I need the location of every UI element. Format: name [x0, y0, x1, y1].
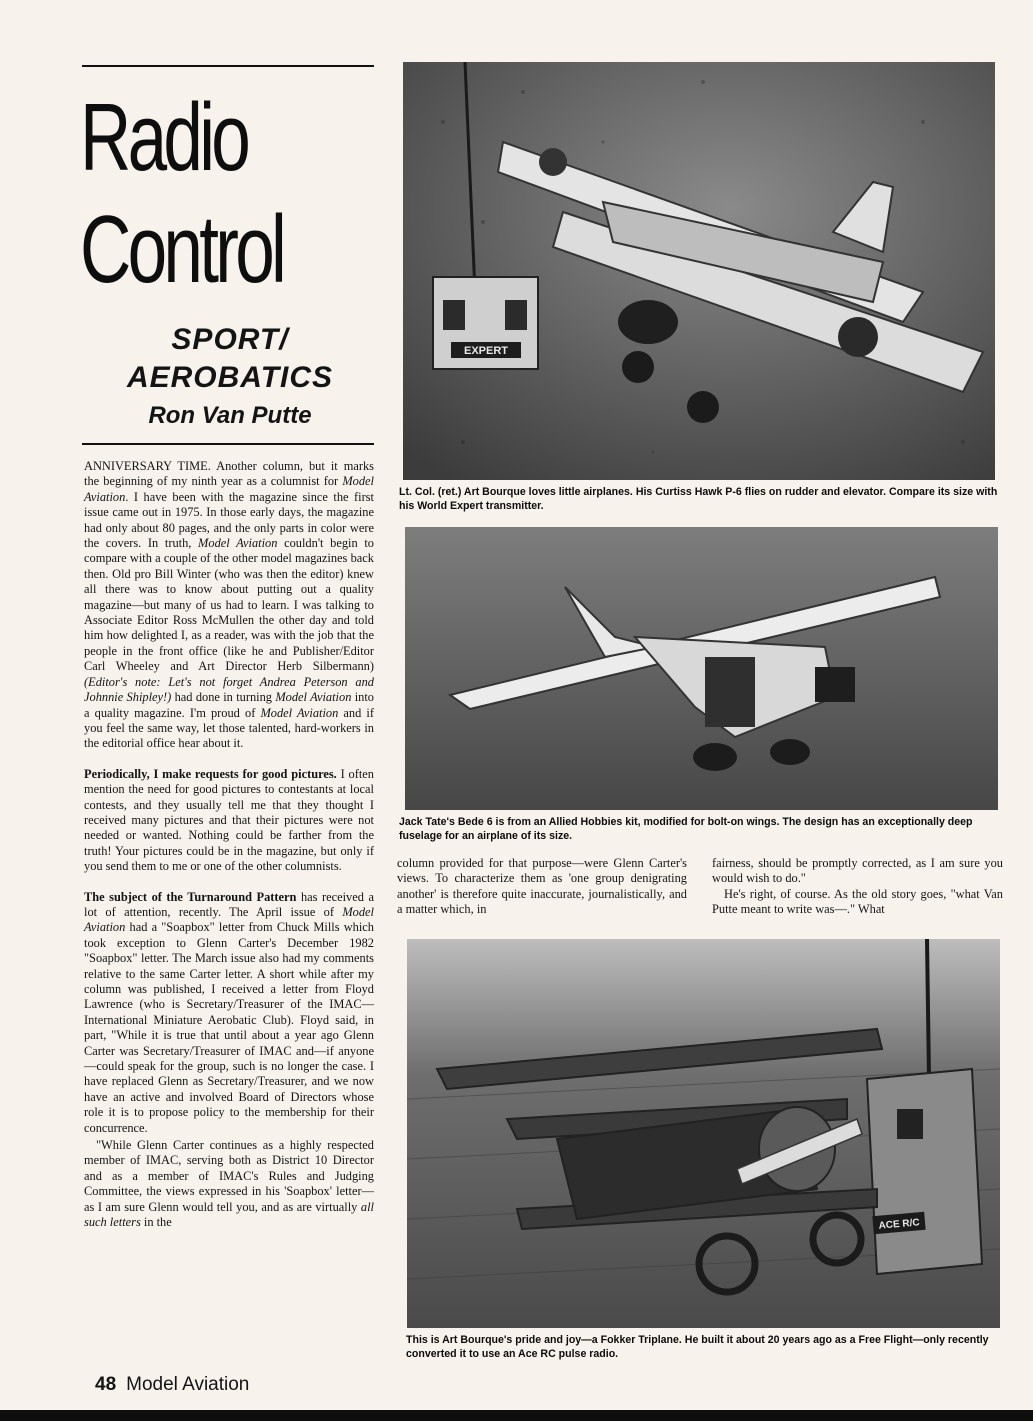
transmitter-ace-label: ACE R/C	[878, 1217, 921, 1232]
article-column-left	[84, 459, 374, 1231]
magazine-name: Model Aviation	[126, 1374, 250, 1395]
byline-rule	[82, 443, 374, 445]
paragraph-anniversary: ANNIVERSARY TIME. Another column, but it marks the beginning of my ninth year as a columnist for Model Aviation. I have been with the magazine since the first issue came out in 1975. In those early days, the magazine had only about 80 pages, and the only parts in color were the covers. In truth, Model Aviation couldn't begin to compare with a couple of the other model magazines back then. Old pro Bill Winter (who was then the editor) knew all there was to know about putting out a quality magazine—but many of us had to learn. I was talking to Associate Editor Ross McMullen the other day and told him how delighted I, as a reader, was with the job that the people in the front office (like he and Publisher/Editor Carl Wheeley and Art Director Herb Silbermann) (Editor's note: Let's not forget Andrea Peterson and Johnnie Shipley!) had done in turning Model Aviation into a quality magazine. I'm proud of Model Aviation and if you feel the same way, let those talented, hard-workers in the editorial office hear about it.	[84, 459, 374, 751]
subtitle-aerobatics: AEROBATICS	[126, 361, 334, 394]
paragraph-van-putte: He's right, of course. As the old story goes, "what Van Putte meant to write was—." What	[712, 886, 1003, 917]
paragraph-turnaround: The subject of the Turnaround Pattern has received a lot of attention, recently. The April issue of Model Aviation had a "Soapbox" letter from Chuck Mills which took exception to Glenn Carter's December 1982 "Soapbox" letter. The March issue also had my comments relative to the same Carter letter. A short while after my column was published, I received a letter from Floyd Lawrence (who is Secretary/Treasurer of the IMAC—International Miniature Aerobatic Club). Floyd said, in part, "While it is true that until about a year ago Glenn Carter was Secretary/Treasurer of IMAC and—if anyone—could speak for the group, such is no longer the case. I have replaced Glenn as Secretary/Treasurer, and we now have an active and involved Board of Directors whose role it is to propose policy to the membership for their concurrence.	[84, 889, 374, 1135]
top-rule	[82, 65, 374, 67]
byline: Ron Van Putte	[148, 402, 312, 429]
paragraph-pictures: Periodically, I make requests for good pictures. I often mention the need for good pictures to contestants at local contests, and they usually tell me that they thought I received many pictures and that their pictures were not needed or wanted. Nothing could be farther from the truth! Your pictures could be in the magazine, but only if you send them to me or one of the other columnists.	[84, 766, 374, 874]
transmitter-label: EXPERT	[463, 345, 509, 357]
photo-bede-6	[405, 527, 998, 810]
photo-curtiss-hawk-art	[403, 62, 995, 480]
photo-fokker-triplane-art	[407, 939, 1000, 1328]
page-footer	[95, 1374, 249, 1396]
photo-curtiss-hawk	[403, 62, 995, 480]
article-column-middle	[397, 856, 687, 918]
caption-photo-3: This is Art Bourque's pride and joy—a Fokker Triplane. He built it about 20 years ago as a Free Flight—only recently converted it to use an Ace RC pulse radio.	[406, 1334, 989, 1360]
title-radio: Radio	[80, 84, 248, 191]
page-bottom-edge	[0, 1410, 1033, 1421]
caption-photo-1: Lt. Col. (ret.) Art Bourque loves little airplanes. His Curtiss Hawk P-6 flies on rudder and elevator. Compare its size with his World Expert transmitter.	[399, 486, 998, 512]
article-column-right	[712, 856, 1003, 918]
subtitle-sport: SPORT/	[171, 323, 289, 356]
title-control: Control	[80, 196, 284, 303]
paragraph-fairness: fairness, should be promptly corrected, as I am sure you would wish to do."	[712, 856, 1003, 886]
page-number: 48	[95, 1374, 117, 1395]
caption-photo-2: Jack Tate's Bede 6 is from an Allied Hobbies kit, modified for bolt-on wings. The design has an exceptionally deep fuselage for an airplane of its size.	[399, 816, 973, 842]
transmitter-ace	[867, 1069, 982, 1274]
transmitter-expert	[433, 277, 538, 369]
paragraph-imac: "While Glenn Carter continues as a highly respected member of IMAC, serving both as District 10 Director and as a member of IMAC's Rules and Judging Committee, the views expressed in his 'Soapbox' letter—as I am sure Glenn would tell you, and as are virtually all such letters in the	[84, 1138, 374, 1230]
paragraph-carter-views: column provided for that purpose—were Glenn Carter's views. To characterize them as 'one group denigrating another' is therefore quite inaccurate, journalistically, and a matter which, in	[397, 856, 687, 917]
photo-bede-6-art	[405, 527, 998, 810]
photo-fokker-triplane	[407, 939, 1000, 1328]
